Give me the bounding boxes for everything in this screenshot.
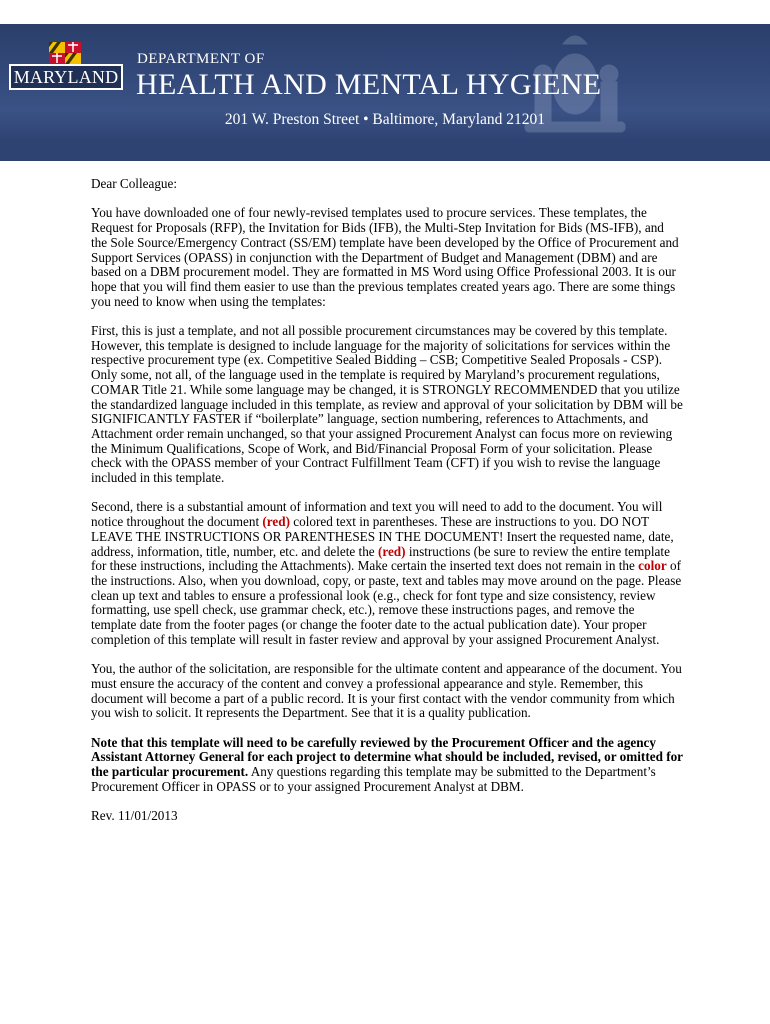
department-of-label: DEPARTMENT OF	[137, 51, 265, 67]
note-bold-text: Note that this template will need to be carefully reviewed by the Procurement Officer and the agency Assistant Attorney General for each project to determine what should be included, revised, or omitted for the particular procurement.	[91, 734, 683, 780]
note-rest-text: Any questions regarding this template may be submitted to the Department’s Procurement Officer in OPASS or to your assigned Procurement Analyst at DBM.	[91, 764, 656, 794]
paragraph-second-part-b: colored text in parentheses. These are instructions to you. DO NOT LEAVE THE INSTRUCTIONS OR PARENTHESES IN THE DOCUMENT! Insert the requested name, date, address, information, title, number, etc. and delete the	[91, 514, 674, 559]
paragraph-second-part-d: of the instructions. Also, when you download, copy, or paste, text and tables may move around on the page. Please clean up text and tables to ensure a professional look (e.g., check for font type and size consistency, review formatting, use spell check, use grammar check, etc.), remove these instructions pages, and remove the template date from the footer pages (or change the footer date to the actual publication date). Your proper completion of this template will result in faster review and approval by your assigned Procurement Analyst.	[91, 558, 682, 647]
paragraph-first: First, this is just a template, and not all possible procurement circumstances may be covered by this template. However, this template is designed to include language for the majority of solicitations for services within the respective procurement type (ex. Competitive Sealed Bidding – CSB; Competitive Sealed Proposals - CSP). Only some, not all, of the language used in the template is required by Maryland’s procurement regulations, COMAR Title 21. While some language may be changed, it is STRONGLY RECOMMENDED that you utilize the standardized language included in this template, as review and approval of your solicitation by DBM will be SIGNIFICANTLY FASTER if “boilerplate” language, section numbering, references to Attachments, and Attachment order remain unchanged, so that your assigned Procurement Analyst can focus more on reviewing the Minimum Qualifications, Scope of Work, and Bid/Financial Proposal Form of your solicitation. Please check with the OPASS member of your Contract Fulfillment Team (CFT) if you wish to revise the language included in this template.	[91, 323, 683, 486]
paragraph-author: You, the author of the solicitation, are responsible for the ultimate content and appearance of the document. You must ensure the accuracy of the content and convey a professional appearance and style. Remember, this document will become a part of a public record. It is your first contact with the vendor community from which you wish to solicit. It represents the Department. See that it is a quality publication.	[91, 661, 682, 721]
header-band	[0, 139, 770, 161]
red-marker-1: (red)	[262, 514, 290, 530]
paragraph-second-part-c: instructions (be sure to review the entire template for these instructions, including the Attachments). Make certain the inserted text does not remain in the	[91, 543, 670, 574]
letterhead-banner	[0, 24, 770, 139]
letter-body	[91, 177, 683, 839]
maryland-flag-icon	[49, 42, 81, 64]
paragraph-second-part-a: Second, there is a substantial amount of information and text you will need to add to the document. You will notice throughout the document	[91, 499, 663, 530]
department-address	[0, 111, 770, 129]
paragraph-note	[91, 736, 683, 795]
department-name: HEALTH AND MENTAL HYGIENE	[136, 68, 602, 101]
address-text: 201 W. Preston Street • Baltimore, Maryland 21201	[224, 111, 546, 128]
paragraph-intro: You have downloaded one of four newly-revised templates used to procure services. These templates, the Request for Proposals (RFP), the Invitation for Bids (IFB), the Multi-Step Invitation for Bids (MS-IFB), and the Sole Source/Emergency Contract (SS/EM) template have been developed by the Office of Procurement and Support Services (OPASS) in conjunction with the Department of Budget and Management (DBM) and are based on a DBM procurement model. They are formatted in MS Word using Office Professional 2003. It is our hope that you will find them easier to use than the previous templates created years ago. There are some things you need to know when using the templates:	[91, 205, 679, 309]
red-marker-2: (red)	[377, 543, 406, 559]
maryland-logo	[9, 40, 123, 100]
paragraph-second	[91, 500, 683, 647]
red-marker-color: color	[638, 558, 667, 574]
revision-date: Rev. 11/01/2013	[91, 808, 178, 824]
salutation: Dear Colleague:	[91, 176, 178, 191]
maryland-logo-text: MARYLAND	[9, 64, 123, 90]
